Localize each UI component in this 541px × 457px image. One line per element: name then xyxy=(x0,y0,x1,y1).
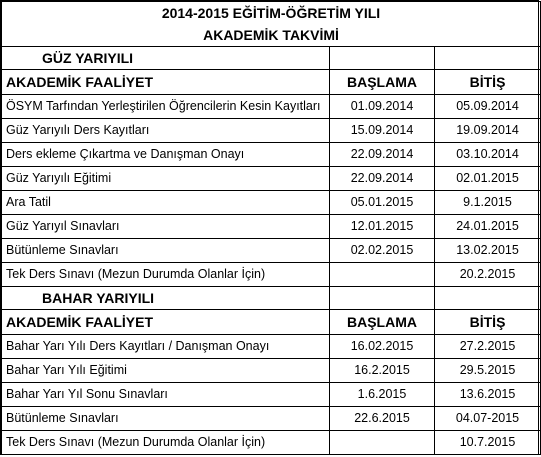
start-date-cell xyxy=(330,263,435,287)
empty-cell xyxy=(330,287,435,310)
document-title: 2014-2015 EĞİTİM-ÖĞRETİM YILI xyxy=(2,2,541,25)
start-date-cell: 15.09.2014 xyxy=(330,119,435,143)
column-header-activity: AKADEMİK FAALİYET xyxy=(2,310,330,335)
end-date-cell: 13.6.2015 xyxy=(435,383,541,407)
activity-cell: ÖSYM Tarfından Yerleştirilen Öğrencilerin Kesin Kayıtları xyxy=(2,95,330,119)
end-date-cell: 03.10.2014 xyxy=(435,143,541,167)
end-date-cell: 04.07-2015 xyxy=(435,407,541,431)
end-date-cell: 13.02.2015 xyxy=(435,239,541,263)
end-date-cell: 24.01.2015 xyxy=(435,215,541,239)
start-date-cell: 16.2.2015 xyxy=(330,359,435,383)
empty-cell xyxy=(435,287,541,310)
table-row xyxy=(2,431,541,455)
table-row xyxy=(2,359,541,383)
start-date-cell: 22.6.2015 xyxy=(330,407,435,431)
end-date-cell: 20.2.2015 xyxy=(435,263,541,287)
table-row xyxy=(2,335,541,359)
activity-cell: Güz Yarıyıl Sınavları xyxy=(2,215,330,239)
empty-cell xyxy=(435,47,541,70)
end-date-cell: 10.7.2015 xyxy=(435,431,541,455)
empty-cell xyxy=(330,47,435,70)
start-date-cell: 02.02.2015 xyxy=(330,239,435,263)
spring-section-title: BAHAR YARIYILI xyxy=(2,287,330,310)
start-date-cell xyxy=(330,431,435,455)
table-row xyxy=(2,239,541,263)
activity-cell: Bütünleme Sınavları xyxy=(2,239,330,263)
activity-cell: Bahar Yarı Yıl Sonu Sınavları xyxy=(2,383,330,407)
column-header-activity: AKADEMİK FAALİYET xyxy=(2,70,330,95)
end-date-cell: 05.09.2014 xyxy=(435,95,541,119)
table-row xyxy=(2,191,541,215)
spring-section-row xyxy=(2,287,541,310)
calendar-table xyxy=(1,1,541,455)
end-date-cell: 29.5.2015 xyxy=(435,359,541,383)
title-row-1 xyxy=(2,2,541,25)
column-header-start: BAŞLAMA xyxy=(330,310,435,335)
start-date-cell: 1.6.2015 xyxy=(330,383,435,407)
start-date-cell: 22.09.2014 xyxy=(330,167,435,191)
activity-cell: Güz Yarıyılı Ders Kayıtları xyxy=(2,119,330,143)
activity-cell: Güz Yarıyılı Eğitimi xyxy=(2,167,330,191)
column-header-end: BİTİŞ xyxy=(435,70,541,95)
start-date-cell: 16.02.2015 xyxy=(330,335,435,359)
spring-header-row xyxy=(2,310,541,335)
activity-cell: Bahar Yarı Yılı Ders Kayıtları / Danışman Onayı xyxy=(2,335,330,359)
fall-header-row xyxy=(2,70,541,95)
title-row-2 xyxy=(2,24,541,47)
table-row xyxy=(2,95,541,119)
activity-cell: Tek Ders Sınavı (Mezun Durumda Olanlar İçin) xyxy=(2,431,330,455)
activity-cell: Bütünleme Sınavları xyxy=(2,407,330,431)
start-date-cell: 05.01.2015 xyxy=(330,191,435,215)
table-row xyxy=(2,215,541,239)
activity-cell: Ara Tatil xyxy=(2,191,330,215)
column-header-end: BİTİŞ xyxy=(435,310,541,335)
activity-cell: Bahar Yarı Yılı Eğitimi xyxy=(2,359,330,383)
table-row xyxy=(2,383,541,407)
table-row xyxy=(2,167,541,191)
start-date-cell: 12.01.2015 xyxy=(330,215,435,239)
end-date-cell: 19.09.2014 xyxy=(435,119,541,143)
end-date-cell: 9.1.2015 xyxy=(435,191,541,215)
end-date-cell: 27.2.2015 xyxy=(435,335,541,359)
activity-cell: Ders ekleme Çıkartma ve Danışman Onayı xyxy=(2,143,330,167)
document-subtitle: AKADEMİK TAKVİMİ xyxy=(2,24,541,47)
table-row xyxy=(2,263,541,287)
fall-section-row xyxy=(2,47,541,70)
table-row xyxy=(2,407,541,431)
column-header-start: BAŞLAMA xyxy=(330,70,435,95)
start-date-cell: 22.09.2014 xyxy=(330,143,435,167)
activity-cell: Tek Ders Sınavı (Mezun Durumda Olanlar İçin) xyxy=(2,263,330,287)
start-date-cell: 01.09.2014 xyxy=(330,95,435,119)
fall-section-title: GÜZ YARIYILI xyxy=(2,47,330,70)
table-row xyxy=(2,143,541,167)
table-row xyxy=(2,119,541,143)
end-date-cell: 02.01.2015 xyxy=(435,167,541,191)
